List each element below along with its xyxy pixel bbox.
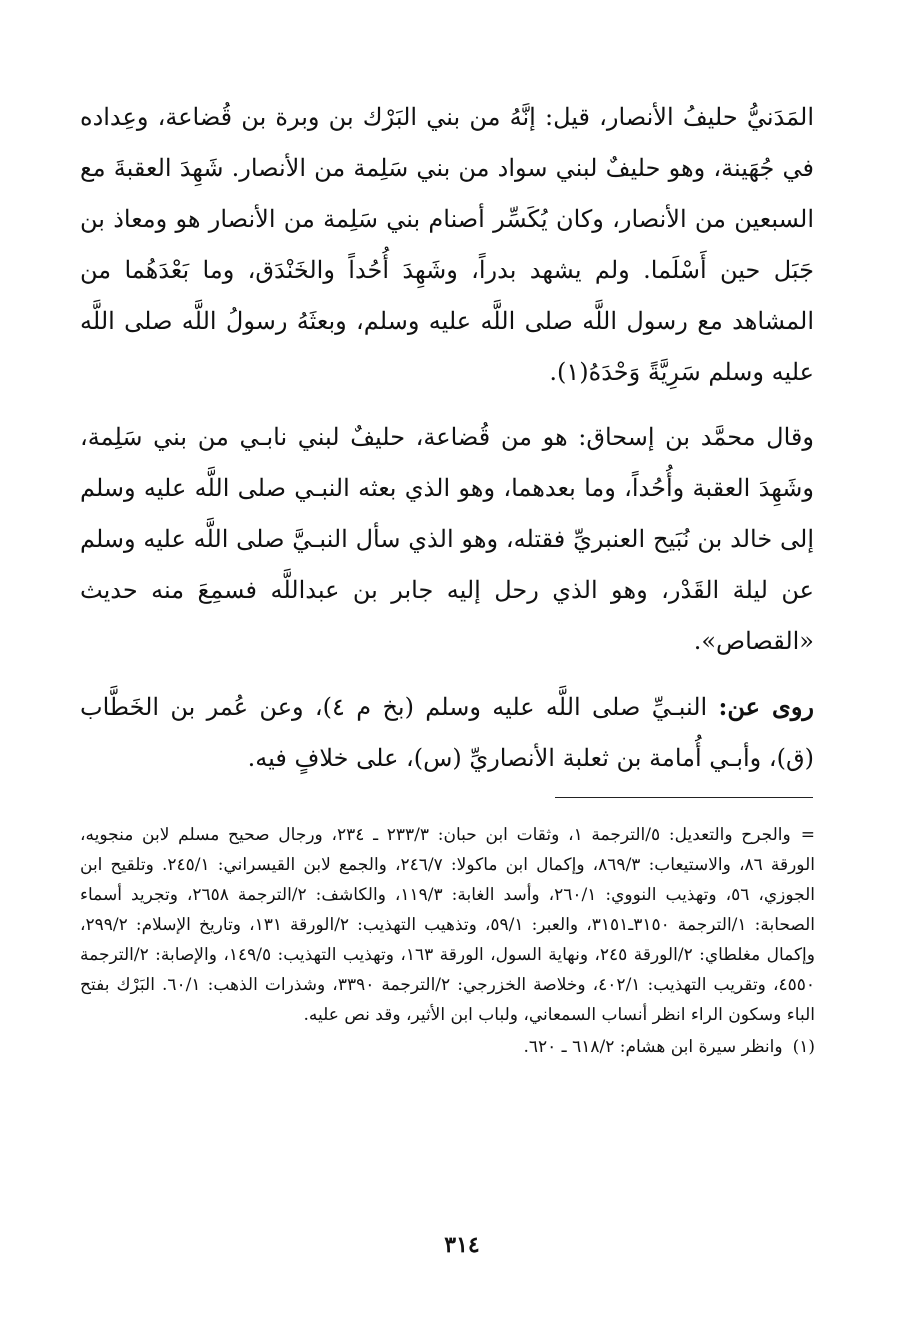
narrated-from-label: روى عن: (718, 692, 814, 721)
footnote-separator (555, 797, 813, 798)
continuation-mark: = (800, 825, 815, 845)
footnote-continuation-text: والجرح والتعديل: ٥/الترجمة ١، وثقات ابن حبان: ٢٣٣/٣ ـ ٢٣٤، ورجال صحيح مسلم لابن منجويه، الورقة ٨٦، والاستيعاب: ٨٦٩/٣، وإكمال ابن ماكولا: ٢٤٦/٧، والجمع لابن القيسراني: ٢٤٥/١. وتلقيح ابن الجوزي، ٥٦، وتهذيب النووي: ٢٦٠/١، وأسد الغابة: ١١٩/٣، والكاشف: ٢/الترجمة ٢٦٥٨، وتجريد أسماء الصحابة: ١/الترجمة ٣١٥٠ـ٣١٥١، والعبر: ٥٩/١، وتذهيب التهذيب: ٢/الورقة ١٣١، وتاريخ الإسلام: ٢٩٩/٢، وإكمال مغلطاي: ٢/الورقة ٢٤٥، ونهاية السول، الورقة ١٦٣، وتهذيب التهذيب: ١٤٩/٥، والإصابة: ٢/الترجمة ٤٥٥٠، وتقريب التهذيب: ٤٠٢/١، وخلاصة الخزرجي: ٢/الترجمة ٣٣٩٠، وشذرات الذهب: ٦٠/١. البَرْك بفتح الباء وسكون الراء انظر أنساب السمعاني، ولباب ابن الأثير، وقد نص عليه. (80, 825, 815, 1025)
main-text (80, 92, 814, 784)
paragraph-1-text: المَدَنيُّ حليفُ الأنصار، قيل: إنَّهُ من بني البَرْك بن وبرة بن قُضاعة، وعِداده في جُهَينة، وهو حليفٌ لبني سواد من بني سَلِمة من الأنصار. شَهِدَ العقبةَ مع السبعين من الأنصار، وكان يُكَسِّر أصنام بني سَلِمة من الأنصار هو ومعاذ بن جَبَل حين أَسْلَما. ولم يشهد بدراً، وشَهِدَ أُحُداً والخَنْدَق، وما بَعْدَهُما من المشاهد مع رسول اللَّه صلى اللَّه عليه وسلم، وبعثَهُ رسولُ اللَّه صلى اللَّه عليه وسلم سَرِيَّةً وَحْدَهُ(١). (80, 103, 814, 386)
paragraph-3-text: النبـيِّ صلى اللَّه عليه وسلم (بخ م ٤)، وعن عُمر بن الخَطَّاب (ق)، وأبـي أُمامة بن ثعلبة الأنصاريِّ (س)، على خلافٍ فيه. (80, 693, 814, 772)
footnote-continuation (80, 820, 815, 1030)
page-number: ٣١٤ (444, 1232, 480, 1258)
footnote-1 (80, 1032, 815, 1062)
footnote-1-text: وانظر سيرة ابن هشام: ٦١٨/٢ ـ ٦٢٠. (523, 1037, 783, 1057)
paragraph-2-text: وقال محمَّد بن إسحاق: هو من قُضاعة، حليفٌ لبني نابـي من بني سَلِمة، وشَهِدَ العقبة وأُحُداً، وما بعدهما، وهو الذي بعثه النبـي صلى اللَّه عليه وسلم إلى خالد بن نُبَيح العنبريِّ فقتله، وهو الذي سأل النبـيَّ صلى اللَّه عليه وسلم عن ليلة القَدْر، وهو الذي رحل إليه جابر بن عبداللَّه فسمِعَ منه حديث «القصاص». (80, 423, 814, 655)
paragraph-2 (80, 412, 814, 667)
paragraph-1 (80, 92, 814, 398)
footnotes (80, 820, 815, 1062)
paragraph-3 (80, 681, 814, 784)
footnote-1-mark: (١) (792, 1037, 815, 1057)
